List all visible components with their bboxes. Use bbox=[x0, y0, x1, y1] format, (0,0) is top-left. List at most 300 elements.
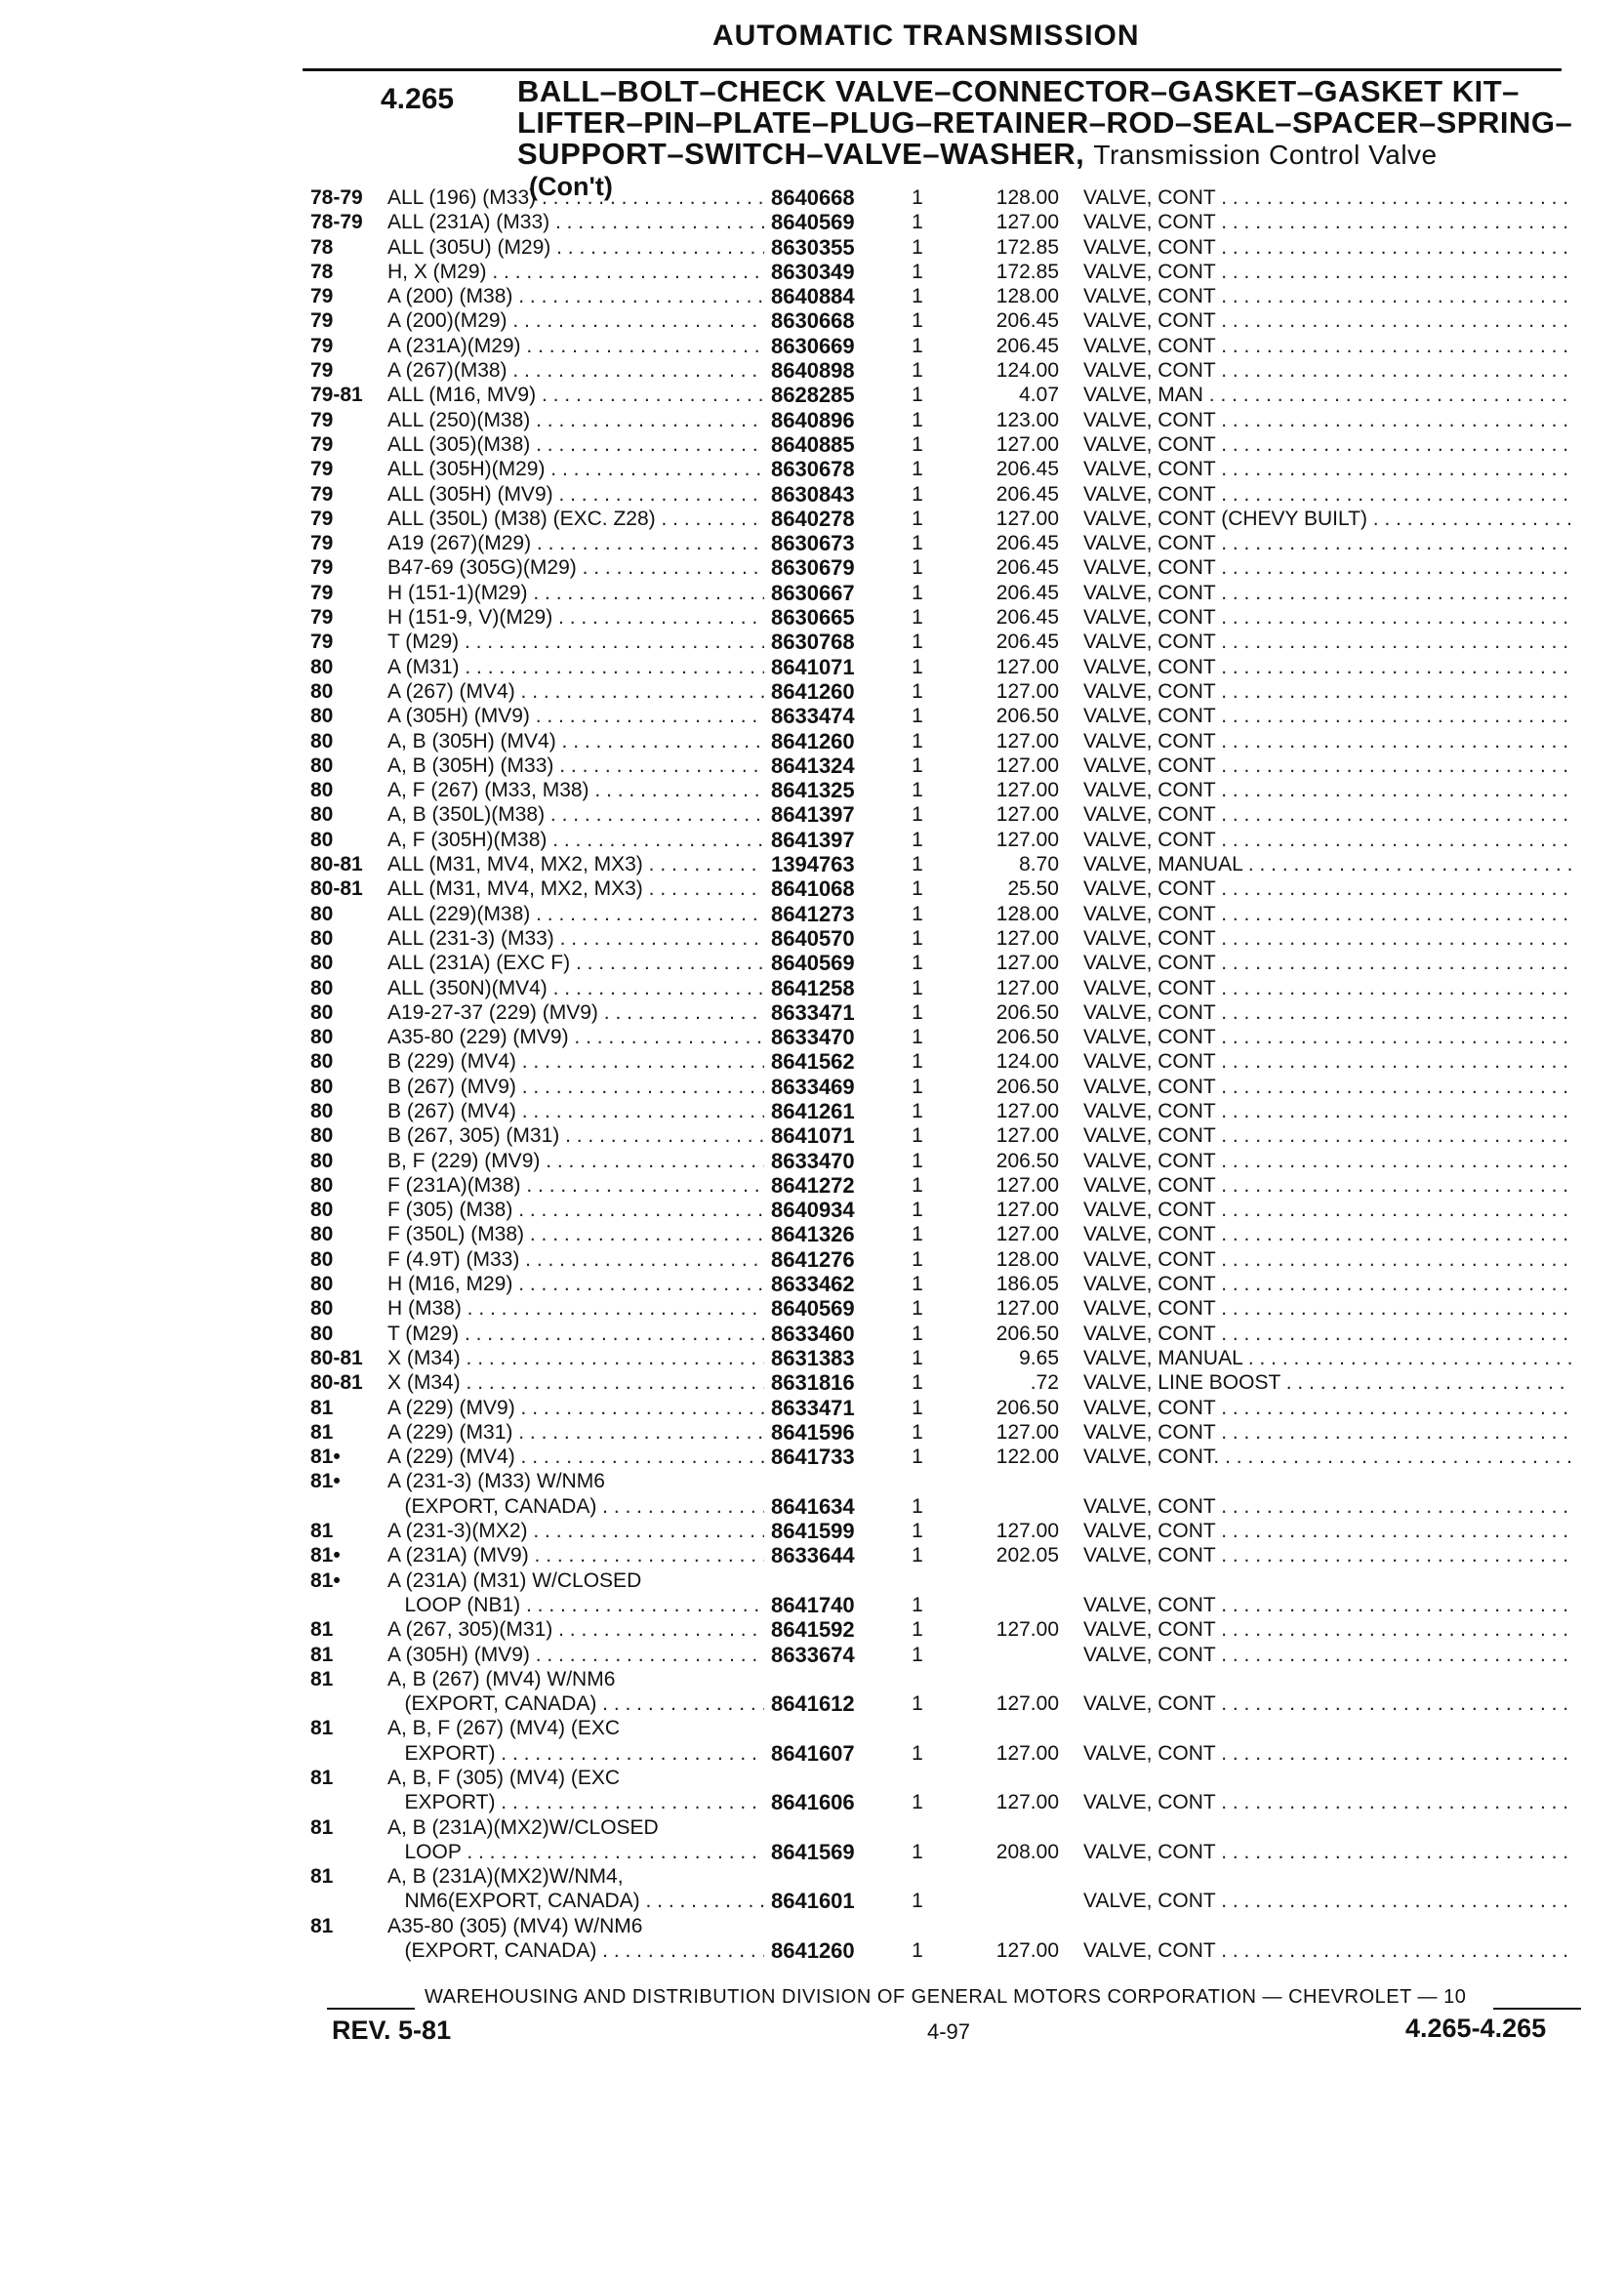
row-part-number: 8640885 bbox=[771, 431, 855, 457]
table-row bbox=[0, 408, 1624, 432]
row-application: ALL (250)(M38) . . . bbox=[387, 408, 764, 432]
row-part-number: 8633474 bbox=[771, 704, 855, 729]
row-application: A19 (267)(M29) . . . bbox=[387, 531, 764, 555]
heading-block bbox=[517, 74, 1573, 202]
row-price: 127.00 bbox=[995, 211, 1059, 234]
row-description: VALVE, CONT . . . bbox=[1083, 1222, 1571, 1246]
row-description: VALVE, CONT . . . bbox=[1083, 902, 1571, 926]
footer-rule bbox=[1493, 2008, 1581, 2010]
row-part-number: 8630678 bbox=[771, 457, 855, 482]
row-application: ALL (196) (M33) . . . bbox=[387, 185, 764, 210]
row-quantity: 1 bbox=[912, 655, 923, 678]
row-price: 206.45 bbox=[995, 581, 1059, 604]
row-year: 79-81 bbox=[310, 384, 363, 407]
row-application: H (151-9, V)(M29) . . . bbox=[387, 605, 764, 630]
row-year: 80 bbox=[310, 1273, 334, 1296]
table-row bbox=[0, 1049, 1624, 1074]
row-part-number: 8641260 bbox=[771, 678, 855, 704]
row-year: 80 bbox=[310, 1149, 334, 1172]
row-application: A (231-3) (M33) W/NM6 bbox=[387, 1470, 605, 1493]
row-price: 127.00 bbox=[995, 1297, 1059, 1321]
table-row bbox=[0, 1790, 1624, 1814]
row-part-number: 8633471 bbox=[771, 999, 855, 1025]
row-application: B, F (229) (MV9) . . . bbox=[387, 1149, 764, 1173]
row-price: 128.00 bbox=[995, 902, 1059, 925]
row-year: 78 bbox=[310, 235, 334, 259]
row-part-number: 8641071 bbox=[771, 654, 855, 679]
table-row bbox=[0, 1346, 1624, 1370]
row-application: A (229) (MV4) . . . bbox=[387, 1445, 764, 1469]
row-part-number: 8640934 bbox=[771, 1198, 855, 1223]
table-row bbox=[0, 876, 1624, 901]
row-description: VALVE, CONT . . . bbox=[1083, 1543, 1571, 1568]
row-year: 80 bbox=[310, 1199, 334, 1222]
row-description: VALVE, CONT . . . bbox=[1083, 1519, 1571, 1543]
row-quantity: 1 bbox=[912, 260, 923, 283]
row-price: 127.00 bbox=[995, 952, 1059, 975]
row-description: VALVE, CONT . . . bbox=[1083, 1049, 1571, 1074]
row-part-number: 8630768 bbox=[771, 630, 855, 655]
row-description: VALVE, CONT . . . bbox=[1083, 581, 1571, 605]
table-row bbox=[0, 1643, 1624, 1667]
row-description: VALVE, CONT . . . bbox=[1083, 976, 1571, 1000]
table-row bbox=[0, 581, 1624, 605]
row-year: 80 bbox=[310, 1223, 334, 1246]
row-price: 172.85 bbox=[995, 260, 1059, 283]
table-row bbox=[0, 1741, 1624, 1766]
row-description: VALVE, CONT . . . bbox=[1083, 1099, 1571, 1123]
row-description: VALVE, CONT . . . bbox=[1083, 1322, 1571, 1346]
row-year: 79 bbox=[310, 532, 334, 555]
row-year: 80 bbox=[310, 1075, 334, 1098]
row-part-number: 8641068 bbox=[771, 876, 855, 902]
row-quantity: 1 bbox=[912, 1890, 923, 1913]
row-description: VALVE, CONT . . . bbox=[1083, 1198, 1571, 1222]
row-quantity: 1 bbox=[912, 606, 923, 630]
row-description: VALVE, CONT . . . bbox=[1083, 235, 1571, 260]
row-price: 206.45 bbox=[995, 309, 1059, 333]
row-quantity: 1 bbox=[912, 507, 923, 530]
row-quantity: 1 bbox=[912, 828, 923, 851]
row-application: ALL (305)(M38) . . . bbox=[387, 432, 764, 457]
table-row bbox=[0, 1222, 1624, 1246]
table-row bbox=[0, 655, 1624, 679]
row-part-number: 8631383 bbox=[771, 1345, 855, 1370]
row-quantity: 1 bbox=[912, 1273, 923, 1296]
row-application: LOOP . . . bbox=[387, 1840, 764, 1864]
row-quantity: 1 bbox=[912, 1544, 923, 1568]
row-price: 128.00 bbox=[995, 186, 1059, 209]
table-row bbox=[0, 1469, 1624, 1493]
table-row bbox=[0, 753, 1624, 778]
row-year: 78-79 bbox=[310, 211, 363, 234]
row-application: EXPORT) . . . bbox=[387, 1790, 764, 1814]
row-quantity: 1 bbox=[912, 1000, 923, 1024]
row-part-number: 8641260 bbox=[771, 1938, 855, 1964]
row-quantity: 1 bbox=[912, 1223, 923, 1246]
row-year: 78-79 bbox=[310, 186, 363, 209]
row-application: A, B (267) (MV4) W/NM6 bbox=[387, 1667, 616, 1690]
row-year: 80 bbox=[310, 753, 334, 777]
row-application: A19-27-37 (229) (MV9) . . . bbox=[387, 1000, 764, 1025]
row-year: 80 bbox=[310, 1124, 334, 1148]
table-row bbox=[0, 605, 1624, 630]
row-quantity: 1 bbox=[912, 309, 923, 333]
row-year: 80-81 bbox=[310, 853, 363, 876]
table-row bbox=[0, 284, 1624, 308]
row-part-number: 8640570 bbox=[771, 925, 855, 951]
table-row bbox=[0, 1889, 1624, 1913]
row-year: 80 bbox=[310, 926, 334, 950]
row-quantity: 1 bbox=[912, 532, 923, 555]
row-application: A (231A) (MV9) . . . bbox=[387, 1543, 764, 1568]
row-year: 80-81 bbox=[310, 1371, 363, 1395]
table-row bbox=[0, 926, 1624, 951]
heading-description: Transmission Control Valve bbox=[1093, 140, 1438, 170]
row-year: 80-81 bbox=[310, 877, 363, 901]
row-year: 81 bbox=[310, 1396, 334, 1419]
row-part-number: 8641397 bbox=[771, 802, 855, 828]
row-application: ALL (305U) (M29) . . . bbox=[387, 235, 764, 260]
row-year: 81 bbox=[310, 1717, 334, 1740]
row-price: 127.00 bbox=[995, 507, 1059, 530]
table-row bbox=[0, 852, 1624, 876]
row-quantity: 1 bbox=[912, 432, 923, 456]
row-description: VALVE, CONT . . . bbox=[1083, 1691, 1571, 1716]
table-row bbox=[0, 951, 1624, 975]
row-price: 206.45 bbox=[995, 334, 1059, 357]
row-application: B (229) (MV4) . . . bbox=[387, 1049, 764, 1074]
row-quantity: 1 bbox=[912, 1520, 923, 1543]
row-part-number: 8633470 bbox=[771, 1025, 855, 1050]
row-price: 127.00 bbox=[995, 803, 1059, 827]
table-row bbox=[0, 1149, 1624, 1173]
row-part-number: 8640569 bbox=[771, 1296, 855, 1322]
row-description: VALVE, CONT . . . bbox=[1083, 555, 1571, 580]
row-price: 206.50 bbox=[995, 1000, 1059, 1024]
row-quantity: 1 bbox=[912, 1199, 923, 1222]
row-part-number: 8641596 bbox=[771, 1419, 855, 1445]
row-quantity: 1 bbox=[912, 1124, 923, 1148]
row-quantity: 1 bbox=[912, 1618, 923, 1642]
table-row bbox=[0, 679, 1624, 704]
row-year: 80 bbox=[310, 828, 334, 851]
table-row bbox=[0, 630, 1624, 654]
row-part-number: 8641261 bbox=[771, 1098, 855, 1123]
footer-page-number: 4-97 bbox=[927, 2019, 971, 2044]
row-description: VALVE, CONT . . . bbox=[1083, 1000, 1571, 1025]
row-part-number: 8640569 bbox=[771, 210, 855, 235]
row-application: B (267) (MV4) . . . bbox=[387, 1099, 764, 1123]
row-year: 79 bbox=[310, 309, 334, 333]
row-price: 124.00 bbox=[995, 359, 1059, 383]
row-application: A (267, 305)(M31) . . . bbox=[387, 1617, 764, 1642]
row-quantity: 1 bbox=[912, 902, 923, 925]
row-quantity: 1 bbox=[912, 877, 923, 901]
row-quantity: 1 bbox=[912, 1643, 923, 1666]
table-row bbox=[0, 432, 1624, 457]
row-application: A (231-3)(MX2) . . . bbox=[387, 1519, 764, 1543]
row-description: VALVE, CONT. . . . bbox=[1083, 1445, 1571, 1469]
row-description: VALVE, CONT . . . bbox=[1083, 1396, 1571, 1420]
row-description: VALVE, CONT . . . bbox=[1083, 1617, 1571, 1642]
row-year: 79 bbox=[310, 631, 334, 654]
table-row bbox=[0, 1617, 1624, 1642]
parts-table bbox=[0, 185, 1624, 1963]
row-part-number: 8641634 bbox=[771, 1493, 855, 1519]
row-part-number: 8633460 bbox=[771, 1321, 855, 1346]
row-application: ALL (231A) (M33) . . . bbox=[387, 210, 764, 234]
row-year: 80 bbox=[310, 705, 334, 728]
row-description: VALVE, CONT . . . bbox=[1083, 951, 1571, 975]
row-price: 206.45 bbox=[995, 532, 1059, 555]
table-row bbox=[0, 976, 1624, 1000]
row-application: A35-80 (305) (MV4) W/NM6 bbox=[387, 1914, 643, 1937]
row-description: VALVE, MAN . . . bbox=[1083, 383, 1571, 407]
row-application: F (305) (M38) . . . bbox=[387, 1198, 764, 1222]
row-part-number: 8641071 bbox=[771, 1123, 855, 1149]
table-row bbox=[0, 1938, 1624, 1963]
row-price: 25.50 bbox=[1007, 877, 1059, 901]
row-year: 80 bbox=[310, 1000, 334, 1024]
heading-line: LIFTER–PIN–PLATE–PLUG–RETAINER–ROD–SEAL–SPACER–SPRING– bbox=[517, 105, 1573, 140]
row-quantity: 1 bbox=[912, 779, 923, 802]
row-application: (EXPORT, CANADA) . . . bbox=[387, 1938, 764, 1963]
row-description: VALVE, CONT . . . bbox=[1083, 876, 1571, 901]
row-price: 127.00 bbox=[995, 729, 1059, 753]
row-description: VALVE, CONT . . . bbox=[1083, 1173, 1571, 1198]
row-description: VALVE, CONT . . . bbox=[1083, 1938, 1571, 1963]
row-part-number: 8640898 bbox=[771, 358, 855, 384]
row-part-number: 8641606 bbox=[771, 1790, 855, 1815]
table-row bbox=[0, 1716, 1624, 1740]
row-quantity: 1 bbox=[912, 1322, 923, 1345]
table-row bbox=[0, 1914, 1624, 1938]
row-description: VALVE, CONT . . . bbox=[1083, 432, 1571, 457]
row-quantity: 1 bbox=[912, 926, 923, 950]
table-row bbox=[0, 1075, 1624, 1099]
row-year: 79 bbox=[310, 482, 334, 506]
row-price: 127.00 bbox=[995, 926, 1059, 950]
row-quantity: 1 bbox=[912, 235, 923, 259]
row-application: H (M38) . . . bbox=[387, 1296, 764, 1321]
row-part-number: 8641569 bbox=[771, 1839, 855, 1864]
row-year: 81 bbox=[310, 1420, 334, 1444]
footer-division: WAREHOUSING AND DISTRIBUTION DIVISION OF GENERAL MOTORS CORPORATION — CHEVROLET — 10 bbox=[425, 1986, 1467, 2008]
row-part-number: 8641562 bbox=[771, 1049, 855, 1075]
row-part-number: 8641592 bbox=[771, 1617, 855, 1643]
row-application: B47-69 (305G)(M29) . . . bbox=[387, 555, 764, 580]
row-application: A (267)(M38) . . . bbox=[387, 358, 764, 383]
row-description: VALVE, CONT . . . bbox=[1083, 408, 1571, 432]
row-description: VALVE, CONT (CHEVY BUILT) . . . bbox=[1083, 507, 1571, 531]
row-part-number: 8641599 bbox=[771, 1519, 855, 1544]
row-price: 127.00 bbox=[995, 655, 1059, 678]
row-part-number: 8633471 bbox=[771, 1395, 855, 1420]
table-row bbox=[0, 383, 1624, 407]
table-row bbox=[0, 778, 1624, 802]
row-price: 206.50 bbox=[995, 705, 1059, 728]
row-application: A (M31) . . . bbox=[387, 655, 764, 679]
table-row bbox=[0, 1519, 1624, 1543]
row-quantity: 1 bbox=[912, 1420, 923, 1444]
row-year: 79 bbox=[310, 432, 334, 456]
row-description: VALVE, CONT . . . bbox=[1083, 308, 1571, 333]
row-part-number: 8630843 bbox=[771, 481, 855, 507]
row-year: 81• bbox=[310, 1568, 341, 1592]
row-quantity: 1 bbox=[912, 753, 923, 777]
row-quantity: 1 bbox=[912, 1692, 923, 1716]
row-application: B (267) (MV9) . . . bbox=[387, 1075, 764, 1099]
row-description: VALVE, CONT . . . bbox=[1083, 185, 1571, 210]
row-application: ALL (350N)(MV4) . . . bbox=[387, 976, 764, 1000]
row-description: VALVE, CONT . . . bbox=[1083, 210, 1571, 234]
table-row bbox=[0, 555, 1624, 580]
footer-revision: REV. 5-81 bbox=[332, 2015, 452, 2045]
table-row bbox=[0, 260, 1624, 284]
table-row bbox=[0, 1396, 1624, 1420]
row-price: 127.00 bbox=[995, 1420, 1059, 1444]
table-row bbox=[0, 828, 1624, 852]
row-description: VALVE, CONT . . . bbox=[1083, 457, 1571, 481]
row-year: 79 bbox=[310, 556, 334, 580]
row-part-number: 8630667 bbox=[771, 580, 855, 605]
row-description: VALVE, MANUAL . . . bbox=[1083, 852, 1571, 876]
row-description: VALVE, CONT . . . bbox=[1083, 1123, 1571, 1148]
row-application: (EXPORT, CANADA) . . . bbox=[387, 1494, 764, 1519]
row-year: 79 bbox=[310, 606, 334, 630]
row-year: 81 bbox=[310, 1815, 334, 1839]
heading-continued: (Con't) bbox=[529, 172, 613, 201]
row-quantity: 1 bbox=[912, 1741, 923, 1765]
heading-line bbox=[517, 139, 1493, 171]
row-year: 80 bbox=[310, 655, 334, 678]
table-row bbox=[0, 507, 1624, 531]
row-part-number: 8630679 bbox=[771, 555, 855, 581]
table-row bbox=[0, 729, 1624, 753]
row-part-number: 8641276 bbox=[771, 1246, 855, 1272]
row-quantity: 1 bbox=[912, 581, 923, 604]
row-price: 128.00 bbox=[995, 285, 1059, 308]
row-price: 127.00 bbox=[995, 1618, 1059, 1642]
page-footer bbox=[0, 1986, 1624, 2064]
table-row bbox=[0, 1296, 1624, 1321]
row-price: 127.00 bbox=[995, 1099, 1059, 1122]
row-description: VALVE, CONT . . . bbox=[1083, 926, 1571, 951]
row-price: 9.65 bbox=[1019, 1346, 1059, 1369]
row-year: 81 bbox=[310, 1667, 334, 1690]
row-year: 81 bbox=[310, 1618, 334, 1642]
row-description: VALVE, CONT . . . bbox=[1083, 358, 1571, 383]
row-quantity: 1 bbox=[912, 1050, 923, 1074]
row-application: A (200) (M38) . . . bbox=[387, 284, 764, 308]
table-row bbox=[0, 334, 1624, 358]
row-application: A, B, F (305) (MV4) (EXC bbox=[387, 1767, 621, 1789]
section-title: AUTOMATIC TRANSMISSION bbox=[712, 20, 1140, 52]
row-application: B (267, 305) (M31) . . . bbox=[387, 1123, 764, 1148]
row-part-number: 8630349 bbox=[771, 259, 855, 284]
row-application: A (231A) (M31) W/CLOSED bbox=[387, 1568, 642, 1592]
table-row bbox=[0, 802, 1624, 827]
row-part-number: 8641733 bbox=[771, 1445, 855, 1470]
row-application: X (M34) . . . bbox=[387, 1346, 764, 1370]
row-part-number: 8641325 bbox=[771, 778, 855, 803]
row-price: 127.00 bbox=[995, 779, 1059, 802]
row-year: 80 bbox=[310, 1173, 334, 1197]
row-price: 206.50 bbox=[995, 1026, 1059, 1049]
row-quantity: 1 bbox=[912, 482, 923, 506]
table-row bbox=[0, 1494, 1624, 1519]
row-description: VALVE, CONT . . . bbox=[1083, 1296, 1571, 1321]
row-price: 4.07 bbox=[1019, 384, 1059, 407]
row-year: 80 bbox=[310, 679, 334, 703]
row-description: VALVE, LINE BOOST . . . bbox=[1083, 1370, 1571, 1395]
row-application: A (231A)(M29) . . . bbox=[387, 334, 764, 358]
row-application: F (350L) (M38) . . . bbox=[387, 1222, 764, 1246]
table-row bbox=[0, 1543, 1624, 1568]
row-description: VALVE, CONT . . . bbox=[1083, 1889, 1571, 1913]
row-price: 127.00 bbox=[995, 1692, 1059, 1716]
row-part-number: 8633462 bbox=[771, 1272, 855, 1297]
row-price: 123.00 bbox=[995, 408, 1059, 431]
table-row bbox=[0, 902, 1624, 926]
row-description: VALVE, CONT . . . bbox=[1083, 260, 1571, 284]
row-quantity: 1 bbox=[912, 631, 923, 654]
row-price: 206.50 bbox=[995, 1075, 1059, 1098]
row-application: H (151-1)(M29) . . . bbox=[387, 581, 764, 605]
row-year: 80 bbox=[310, 902, 334, 925]
row-quantity: 1 bbox=[912, 1149, 923, 1172]
row-quantity: 1 bbox=[912, 679, 923, 703]
row-part-number: 8641273 bbox=[771, 901, 855, 926]
table-row bbox=[0, 308, 1624, 333]
row-year: 79 bbox=[310, 408, 334, 431]
row-quantity: 1 bbox=[912, 1840, 923, 1863]
row-quantity: 1 bbox=[912, 1791, 923, 1814]
row-part-number: 8633674 bbox=[771, 1642, 855, 1667]
row-quantity: 1 bbox=[912, 1346, 923, 1369]
row-application: ALL (M31, MV4, MX2, MX3) . . . bbox=[387, 876, 764, 901]
row-part-number: 8633644 bbox=[771, 1543, 855, 1568]
row-quantity: 1 bbox=[912, 359, 923, 383]
row-application: T (M29) . . . bbox=[387, 630, 764, 654]
section-number: 4.265 bbox=[381, 83, 455, 115]
row-application: ALL (231-3) (M33) . . . bbox=[387, 926, 764, 951]
row-price: 127.00 bbox=[995, 1199, 1059, 1222]
table-row bbox=[0, 1000, 1624, 1025]
row-part-number: 8641607 bbox=[771, 1740, 855, 1766]
row-description: VALVE, CONT . . . bbox=[1083, 828, 1571, 852]
row-year: 80 bbox=[310, 952, 334, 975]
row-application: A, B (350L)(M38) . . . bbox=[387, 802, 764, 827]
row-application: A, F (305H)(M38) . . . bbox=[387, 828, 764, 852]
row-application: H (M16, M29) . . . bbox=[387, 1272, 764, 1296]
row-quantity: 1 bbox=[912, 1396, 923, 1419]
row-quantity: 1 bbox=[912, 334, 923, 357]
row-price: 127.00 bbox=[995, 1520, 1059, 1543]
row-year: 80-81 bbox=[310, 1346, 363, 1369]
row-part-number: 1394763 bbox=[771, 852, 855, 877]
row-price: .72 bbox=[1030, 1371, 1059, 1395]
row-part-number: 8640668 bbox=[771, 185, 855, 210]
table-row bbox=[0, 531, 1624, 555]
row-price: 127.00 bbox=[995, 1741, 1059, 1765]
row-part-number: 8630673 bbox=[771, 531, 855, 556]
row-part-number: 8641272 bbox=[771, 1172, 855, 1198]
row-year: 81• bbox=[310, 1470, 341, 1493]
row-description: VALVE, CONT . . . bbox=[1083, 482, 1571, 507]
row-quantity: 1 bbox=[912, 952, 923, 975]
